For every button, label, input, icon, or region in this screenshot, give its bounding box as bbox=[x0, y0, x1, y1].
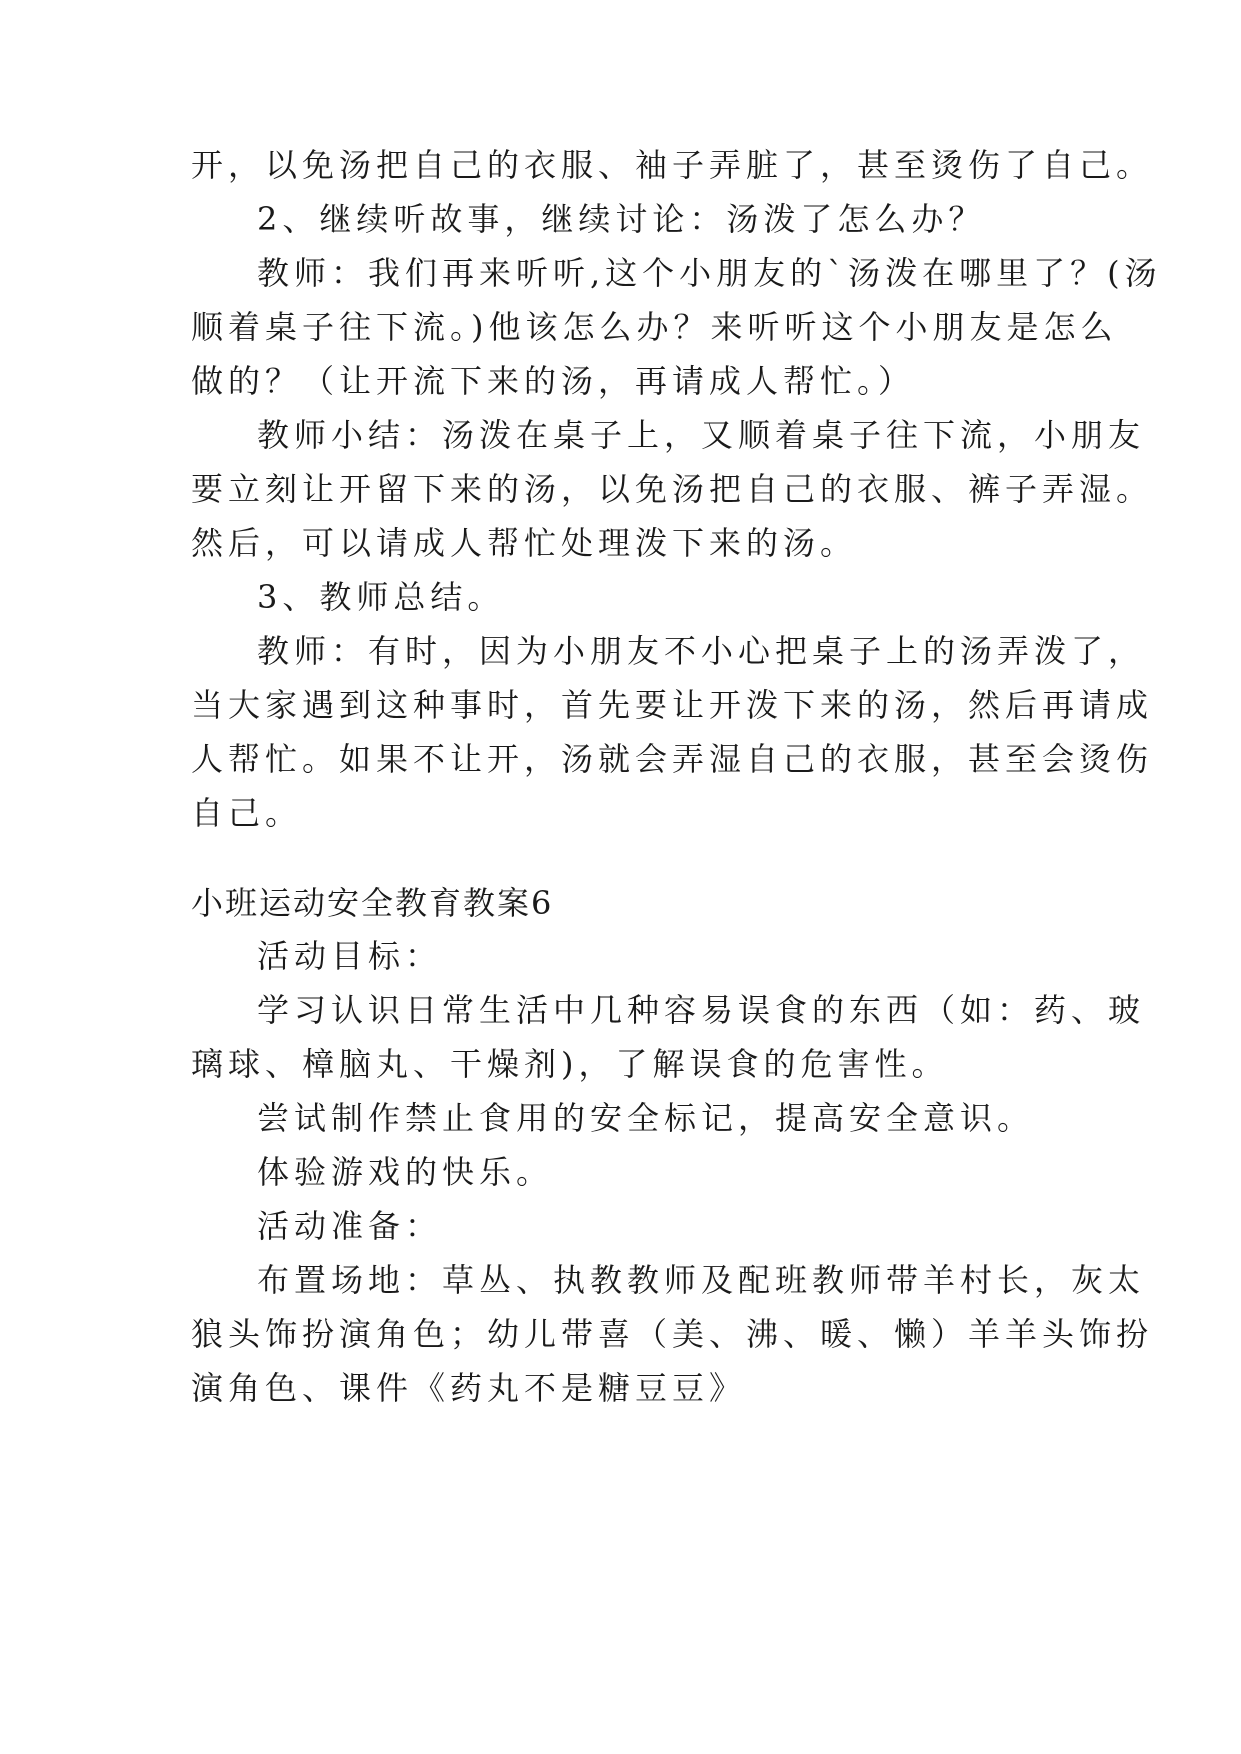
paragraph-6-line-4: 自己。 bbox=[191, 794, 303, 832]
goal-1-line-1: 学习认识日常生活中几种容易误食的东西（如：药、玻 bbox=[257, 991, 1146, 1029]
goal-2: 尝试制作禁止食用的安全标记，提高安全意识。 bbox=[257, 1099, 1035, 1137]
prep-heading: 活动准备： bbox=[257, 1207, 443, 1245]
prep-1-line-1: 布置场地：草丛、执教教师及配班教师带羊村长，灰太 bbox=[257, 1261, 1146, 1299]
prep-1-line-3: 演角色、课件《药丸不是糖豆豆》 bbox=[191, 1369, 747, 1407]
paragraph-1-line-1: 开，以免汤把自己的衣服、袖子弄脏了，甚至烫伤了自己。 bbox=[191, 146, 1154, 184]
goal-3: 体验游戏的快乐。 bbox=[257, 1153, 554, 1191]
paragraph-6-line-1: 教师：有时，因为小朋友不小心把桌子上的汤弄泼了， bbox=[257, 632, 1146, 670]
paragraph-3-line-3: 做的？（让开流下来的汤，再请成人帮忙。） bbox=[191, 362, 916, 400]
paragraph-3-line-1: 教师：我们再来听听,这个小朋友的`汤泼在哪里了？(汤 bbox=[257, 254, 1162, 292]
goals-heading: 活动目标： bbox=[257, 937, 443, 975]
section-title: 小班运动安全教育教案6 bbox=[191, 884, 554, 922]
paragraph-3-line-2: 顺着桌子往下流。)他该怎么办？来听听这个小朋友是怎么 bbox=[191, 308, 1118, 346]
paragraph-4-line-2: 要立刻让开留下来的汤，以免汤把自己的衣服、裤子弄湿。 bbox=[191, 470, 1154, 508]
paragraph-6-line-2: 当大家遇到这种事时，首先要让开泼下来的汤，然后再请成 bbox=[191, 686, 1154, 724]
prep-1-line-2: 狼头饰扮演角色；幼儿带喜（美、沸、暖、懒）羊羊头饰扮 bbox=[191, 1315, 1154, 1353]
paragraph-6-line-3: 人帮忙。如果不让开，汤就会弄湿自己的衣服，甚至会烫伤 bbox=[191, 740, 1154, 778]
paragraph-2-line-1: 2、继续听故事，继续讨论：汤泼了怎么办？ bbox=[257, 200, 986, 238]
paragraph-4-line-3: 然后，可以请成人帮忙处理泼下来的汤。 bbox=[191, 524, 858, 562]
paragraph-4-line-1: 教师小结：汤泼在桌子上，又顺着桌子往下流，小朋友 bbox=[257, 416, 1146, 454]
paragraph-5-line-1: 3、教师总结。 bbox=[257, 578, 505, 616]
goal-1-line-2: 璃球、樟脑丸、干燥剂)，了解误食的危害性。 bbox=[191, 1045, 949, 1083]
